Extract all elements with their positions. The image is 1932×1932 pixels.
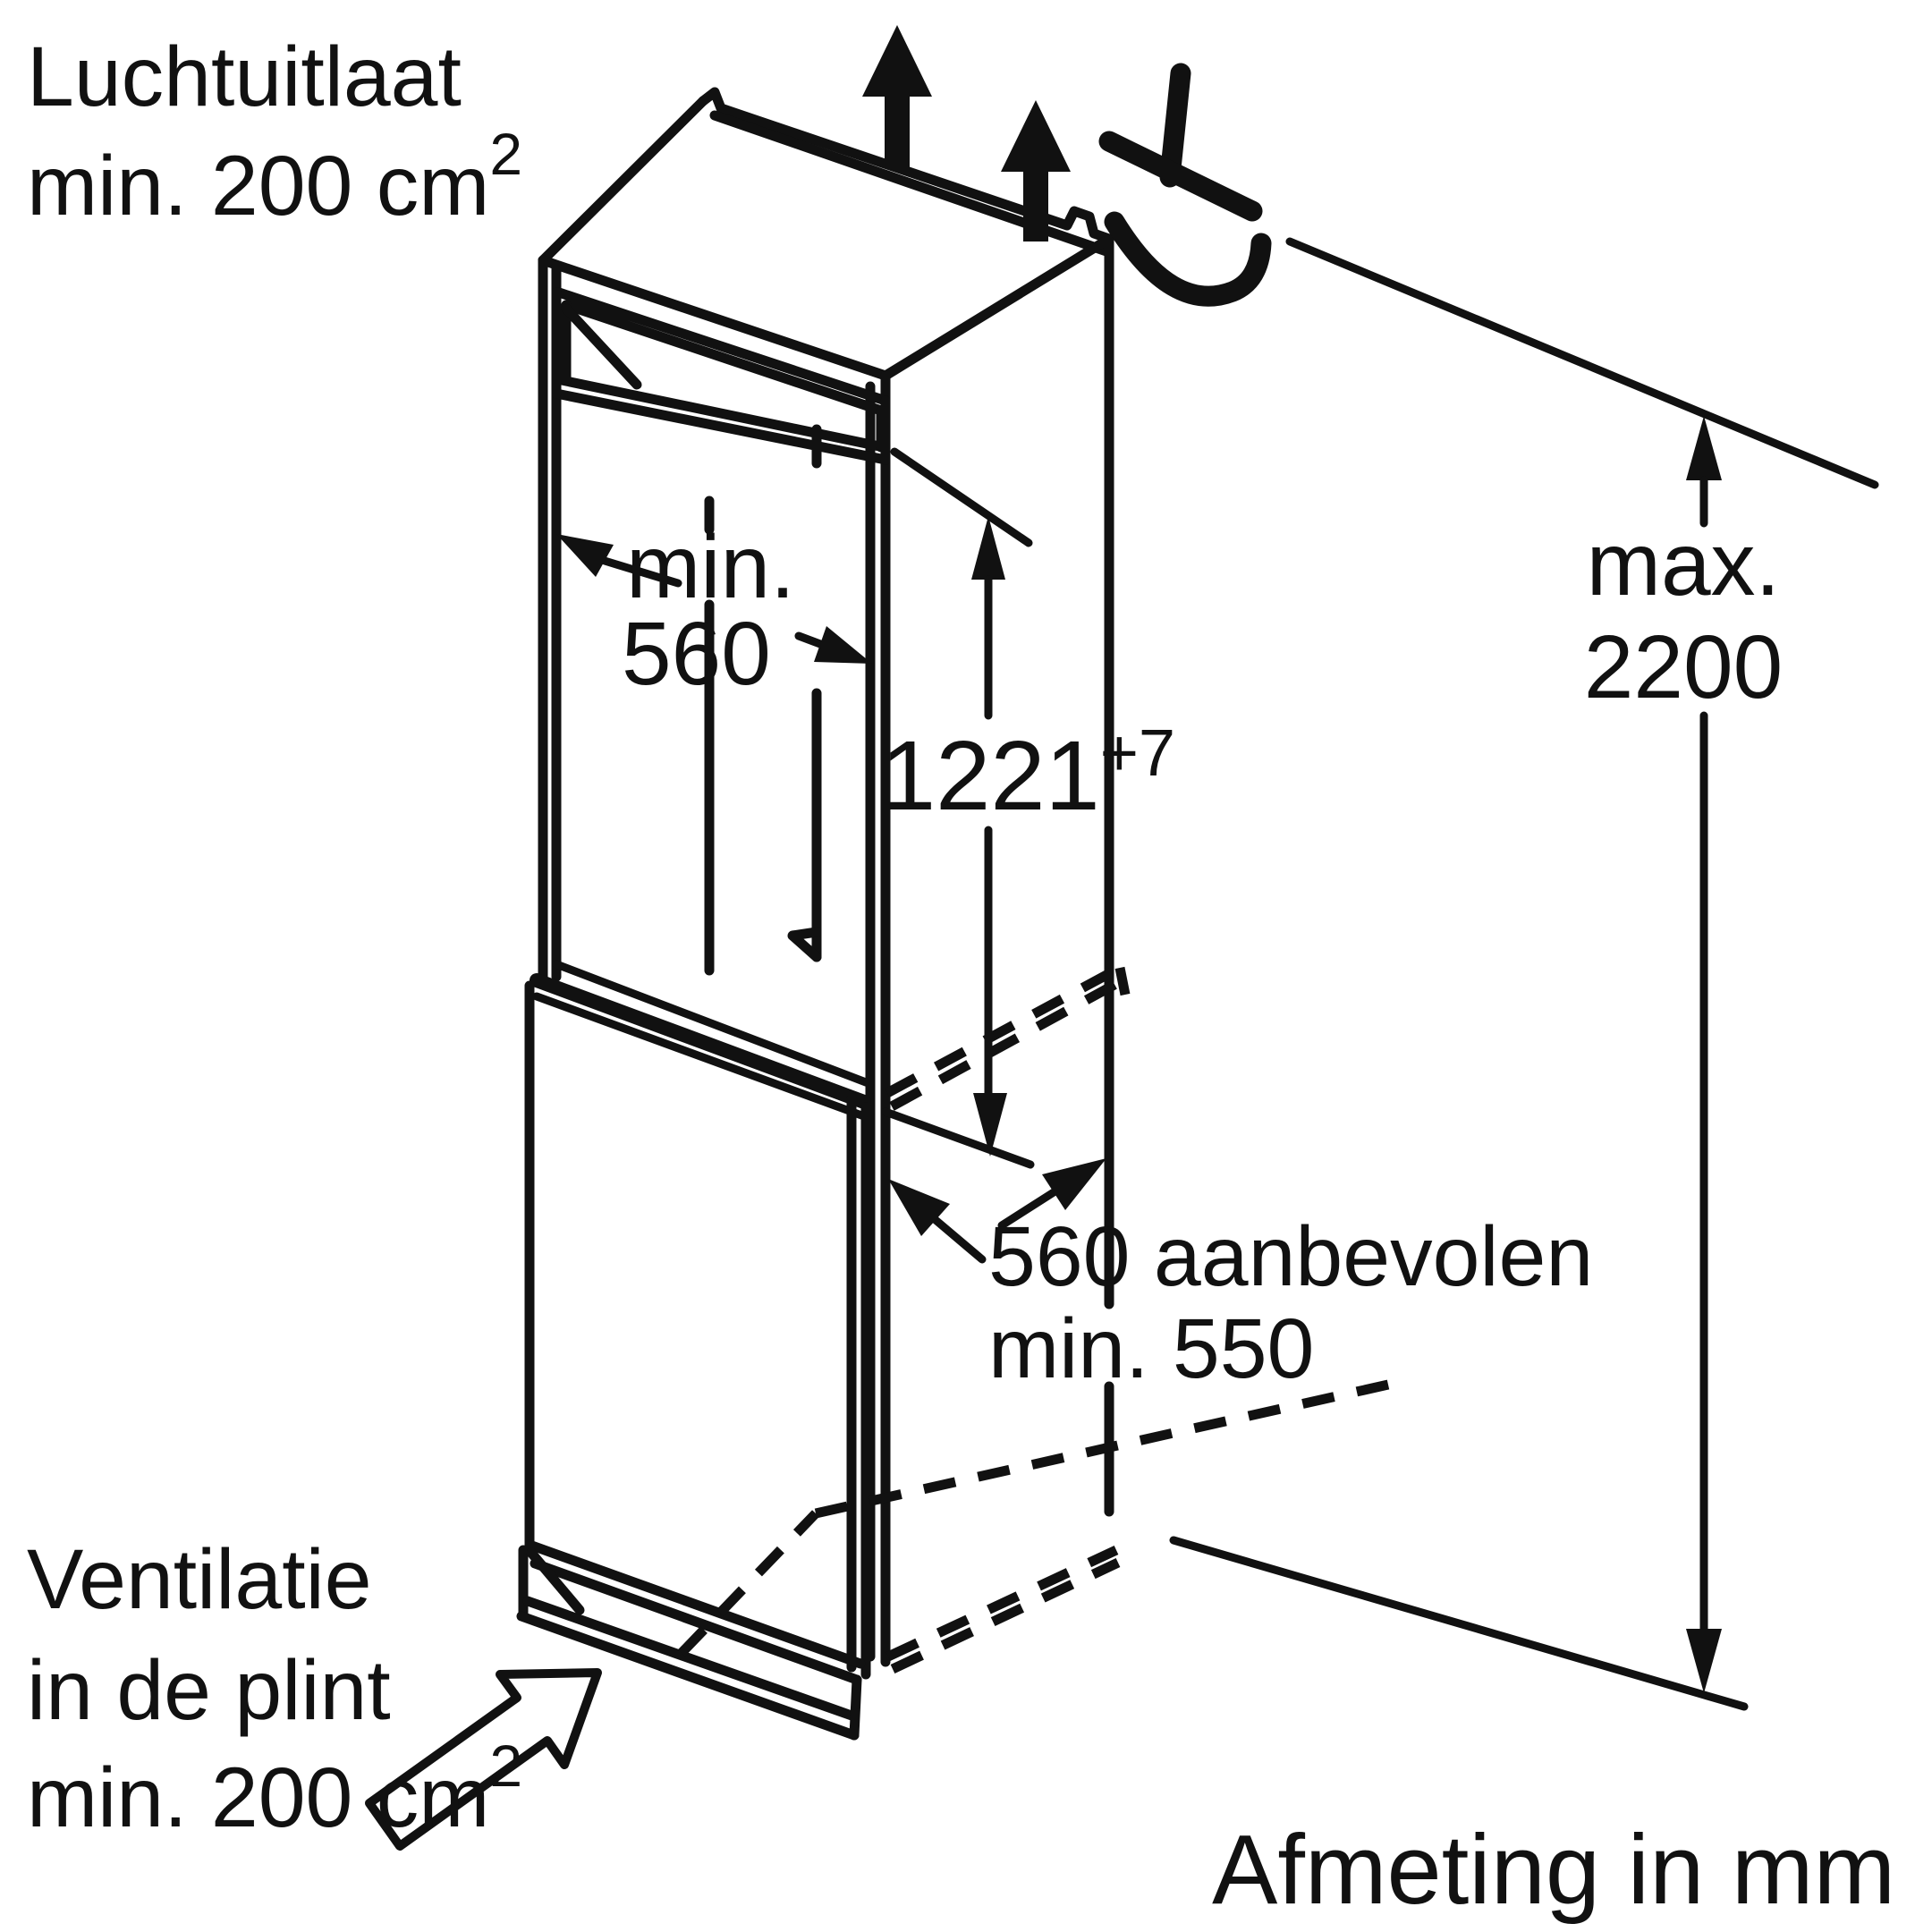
door-panel [530,964,866,1674]
air-outlet-label-line1: Luchtuitlaat [27,30,462,124]
hidden-bottom-right-edge [888,1550,1118,1669]
dim-width-arrow-right-icon [814,626,872,664]
floor-extension-line [1174,1540,1744,1707]
door-top-edge-lower [537,996,864,1116]
dim-install-depth [888,1158,1593,1396]
dim-width-leader-right [799,636,820,644]
niche-width-label-line2: 560 [622,604,771,704]
hidden-shelf-edge-1 [887,968,1120,1093]
top-face-right-edge [886,239,1109,376]
hidden-bottom-left-edge [682,1513,816,1653]
plinth-right-end [854,1680,857,1735]
airflow-arrows [862,25,1261,296]
top-extension-line [1290,242,1875,485]
front-right-edge [870,376,886,1662]
plinth-vent-label-line2: in de plint [27,1643,391,1738]
dim-depth-leader-left [936,1220,982,1259]
shelf-front-edge [886,1112,1030,1165]
install-depth-label-line2: min. 550 [988,1301,1315,1396]
airflow-up-arrow-icon [862,25,932,168]
airflow-over-top-icon [1109,73,1261,296]
dim-max-arrow-down-icon [1686,1629,1722,1693]
air-outlet-label-line2: min. 200 cm2 [27,121,523,233]
niche-height-label: 1221+7 [881,716,1176,831]
hidden-shelf-edge-2 [892,980,1123,1106]
dim-niche-height [881,516,1175,1157]
units-note-label: Afmeting in mm [1212,1815,1896,1925]
hidden-shelf-corner [1120,968,1125,995]
top-face-left-edge [543,101,703,260]
dim-max-arrow-up-icon [1686,416,1722,480]
hidden-bottom-back-edge [816,1385,1388,1513]
install-depth-label-line1: 560 aanbevolen [988,1209,1594,1304]
max-height-label-line2: 2200 [1583,617,1784,717]
dim-niche-width [556,517,872,704]
dim-max-height [1584,416,1783,1693]
door-right-edge [852,1098,866,1674]
plinth-vent-label-line3: min. 200 cm2 [27,1733,523,1845]
dim-width-arrow-left-icon [556,534,614,577]
dim-depth-arrow-right-icon [1042,1158,1106,1210]
extension-lines [1174,242,1875,1707]
max-height-label-line1: max. [1586,514,1781,614]
plinth-vent-label-line1: Ventilatie [27,1532,372,1627]
door-top-edge [537,980,864,1102]
interior-ceiling-line [894,452,1029,543]
niche-width-label-line1: min. [626,517,795,617]
